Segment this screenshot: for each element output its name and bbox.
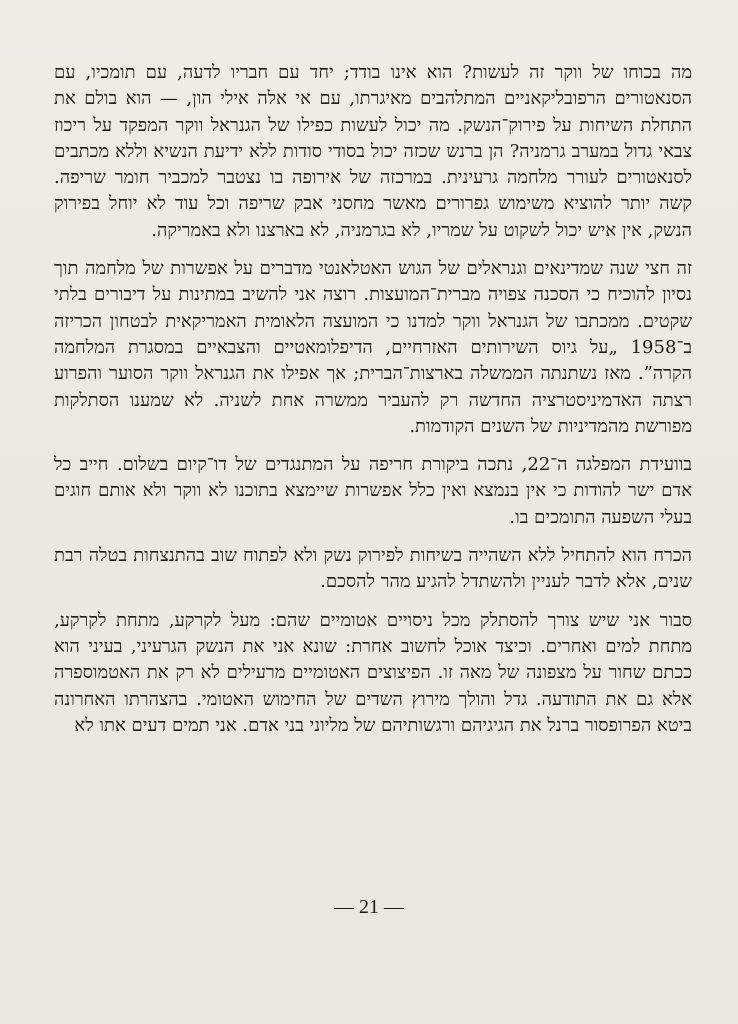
paragraph-3: בוועידת המפלגה ה־22, נתכה ביקורת חריפה על המתנגדים של דו־קיום בשלום. חייב כל אדם ישר להודות כי אין בנמצא ואין כלל אפשרות שיימצא בתוכנו לא ווקר ולא אותם חוגים בעלי השפעה התומכים בו.: [54, 454, 692, 528]
paragraph-5: סבור אני שיש צורך להסתלק מכל ניסויים אטומיים שהם: מעל לקרקע, מתחת לקרקע, מתחת למים ואחרים. וכיצד אוכל לחשוב אחרת: שונא אני את הנשק הגרעיני, בעיני הוא ככתם שחור על מצפונה של מאה זו. הפיצוצים האטומיים מרעילים לא רק את האטמוספרה אלא גם את התודעה. גדל והולך מירוץ השדים של החימוש האטומי. בהצהרתו האחרונה ביטא הפרופסור ברנל את הגיגיהם ורגשותיהם של מליוני בני אדם. אני תמים דעים אתו לא: [54, 609, 692, 736]
paragraph-1: מה בכוחו של ווקר זה לעשות? הוא אינו בודד; יחד עם חבריו לדעה, עם תומכיו, עם הסנאטורים הרפובליקאניים המתלהבים מאיגרתו, עם אי אלה אילי הון, — הוא בולם את התחלת השיחות על פירוק־הנשק. מה יכול לעשות כפילו של הגנראל ווקר המפקד על ריכוז צבאי גדול במערב גרמניה? הן ברנש שכזה יכול בסודי סודות ללא ידיעת הנשיא וללא מכתבים לסנאטורים לעורר מלחמה גרעינית. במרכזה של אירופה בו נצטבר למכביר חומר שריפה. קשה יותר להוציא משימוש גפרורים מאשר מחסני אבק שריפה וכל עוד לא יוחל בפירוק הנשק, אין איש יכול לשקוט על שמריו, לא בגרמניה, לא בארצנו ולא באמריקה.: [54, 62, 692, 241]
paragraph-4: הכרח הוא להתחיל ללא השהייה בשיחות לפירוק נשק ולא לפתוח שוב בהתנצחות בטלה רבת שנים, אלא לדבר לעניין ולהשתדל להגיע מהר להסכם.: [54, 545, 692, 593]
page-number: — 21 —: [334, 896, 404, 918]
paragraph-2: זה חצי שנה שמדינאים וגנראלים של הגוש האטלאנטי מדברים על אפשרות של מלחמה תוך נסיון להוכיח כי הסכנה צפויה מברית־המועצות. רוצה אני להשיב במתינות על דיבורים בלתי שקטים. ממכתבו של הגנראל ווקר למדנו כי המועצה הלאומית האמריקאית לבטחון הכריזה ב־1958 „על גיוס השירותים האזרחיים, הדיפלומאטיים והצבאיים במסגרת המלחמה הקרה”. מאז נשתנתה הממשלה בארצות־הברית; אך אפילו את הגנראל ווקר הסוער והפרוע רצתה האדמיניסטרציה החדשה רק להעביר ממשרה אחת לשניה. לא שמענו הסתלקות מפורשת מהמדיניות של השנים הקודמות.: [54, 258, 692, 437]
body-text: [54, 60, 692, 739]
